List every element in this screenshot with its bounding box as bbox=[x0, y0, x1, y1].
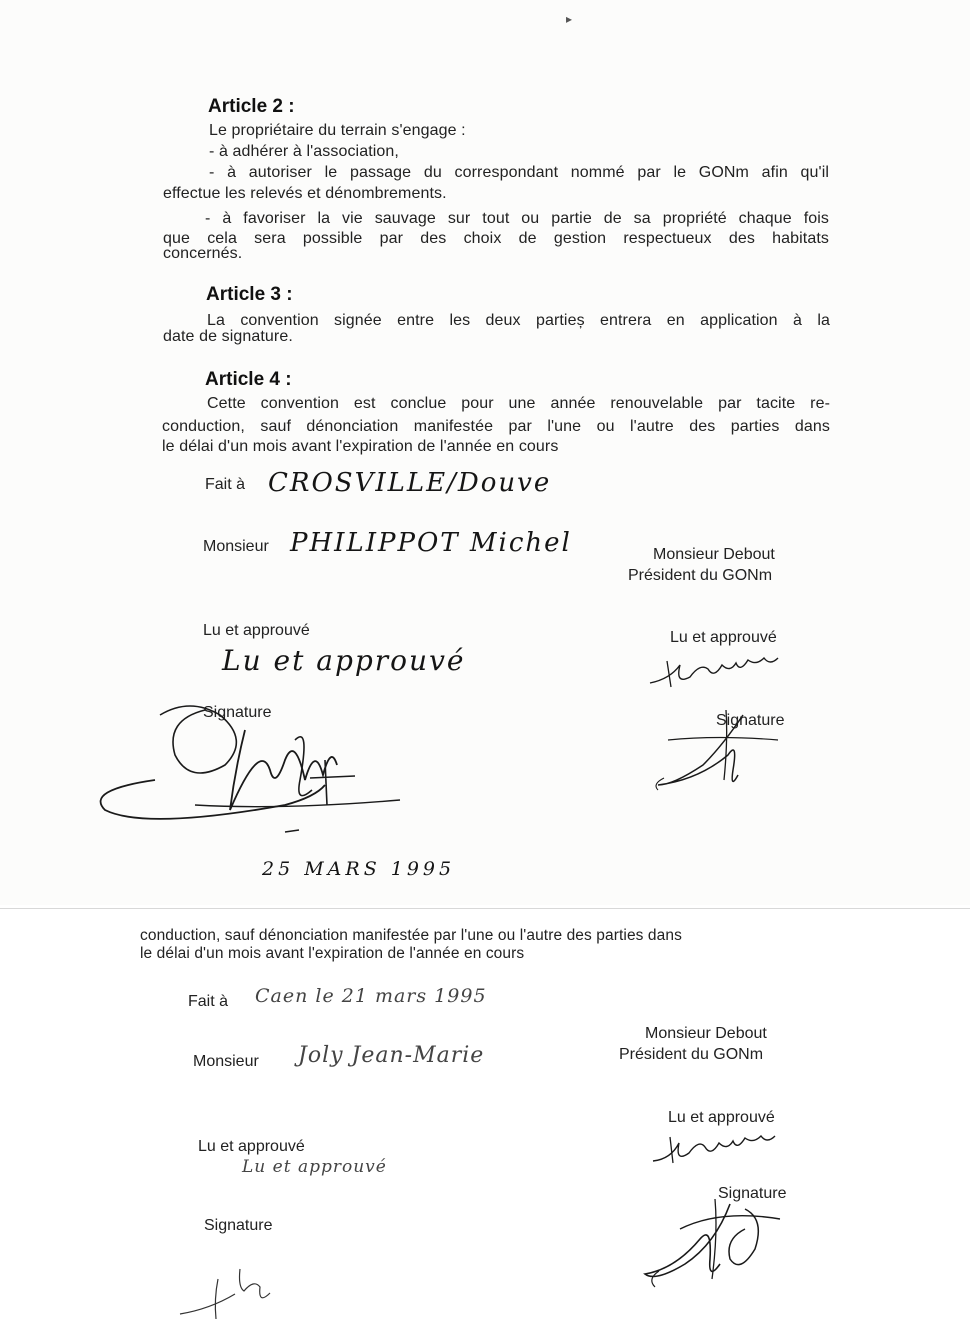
president-title: Président du GONm bbox=[619, 1046, 764, 1063]
delay-line: le délai d'un mois avant l'expiration de l'année en cours bbox=[140, 945, 525, 962]
signature-label-left: Signature bbox=[203, 704, 272, 721]
president-title: Président du GONm bbox=[628, 567, 773, 584]
fait-a-handwritten: CROSVILLE/Douve bbox=[268, 468, 552, 498]
signature-label-left: Signature bbox=[204, 1217, 273, 1234]
president-signature bbox=[648, 700, 798, 800]
lu-approuve-handwritten-left: Lu et approuvé bbox=[242, 1157, 387, 1177]
monsieur-label: Monsieur bbox=[193, 1053, 259, 1070]
article-2-line: effectue les relevés et dénombrements. bbox=[163, 185, 447, 202]
article-3-line: La convention signée entre les deux partieș entrera en application à la bbox=[207, 312, 830, 329]
article-2-line: que cela sera possible par des choix de gestion respectueux des habitats bbox=[163, 230, 829, 247]
lu-approuve-label-right: Lu et approuvé bbox=[670, 629, 777, 646]
owner-name-handwritten: PHILIPPOT Michel bbox=[290, 528, 572, 558]
lu-approuve-label-right: Lu et approuvé bbox=[668, 1109, 775, 1126]
article-2-title: Article 2 : bbox=[208, 96, 295, 117]
fait-a-label: Fait à bbox=[205, 476, 246, 493]
article-4-line: conduction, sauf dénonciation manifestée par l'une ou l'autre des parties dans bbox=[162, 418, 830, 435]
lu-approuve-handwritten-left: Lu et approuvé bbox=[222, 644, 466, 677]
signature-date-handwritten: 25 MARS 1995 bbox=[262, 858, 456, 880]
monsieur-label: Monsieur bbox=[203, 538, 269, 555]
lower-sheet bbox=[0, 908, 970, 1333]
president-name: Monsieur Debout bbox=[653, 546, 775, 563]
scan-speck: ▸ bbox=[566, 12, 573, 26]
lu-approuve-handwritten-right bbox=[648, 1131, 808, 1171]
partial-line: conduction, sauf dénonciation manifestée par l'une ou l'autre des parties dans bbox=[140, 927, 682, 944]
member-signature bbox=[170, 1259, 290, 1329]
lu-approuve-label-left: Lu et approuvé bbox=[198, 1138, 305, 1155]
fait-a-handwritten: Caen le 21 mars 1995 bbox=[255, 985, 487, 1007]
lu-approuve-label-left: Lu et approuvé bbox=[203, 622, 310, 639]
article-2-line: - à favoriser la vie sauvage sur tout ou partie de sa propriété chaque fois bbox=[205, 210, 829, 227]
article-2-line: concernés. bbox=[163, 245, 243, 262]
owner-signature bbox=[95, 680, 415, 840]
article-3-title: Article 3 : bbox=[206, 284, 293, 305]
article-2-line: - à autoriser le passage du correspondant nommé par le GONm afin qu'il bbox=[209, 164, 829, 181]
president-signature bbox=[640, 1189, 800, 1299]
president-name: Monsieur Debout bbox=[645, 1025, 767, 1042]
article-4-line: Cette convention est conclue pour une année renouvelable par tacite re- bbox=[207, 395, 830, 412]
article-4-title: Article 4 : bbox=[205, 369, 292, 390]
article-2-line: - à adhérer à l'association, bbox=[209, 143, 399, 160]
article-3-line: date de signature. bbox=[163, 328, 293, 345]
article-4-line: le délai d'un mois avant l'expiration de l'année en cours bbox=[162, 438, 559, 455]
signature-label-right: Signature bbox=[718, 1185, 787, 1202]
fait-a-label: Fait à bbox=[188, 993, 229, 1010]
article-2-line: Le propriétaire du terrain s'engage : bbox=[209, 122, 466, 139]
signature-label-right: Signature bbox=[716, 712, 785, 729]
member-name-handwritten: Joly Jean-Marie bbox=[298, 1043, 485, 1068]
lu-approuve-handwritten-right bbox=[645, 655, 815, 695]
